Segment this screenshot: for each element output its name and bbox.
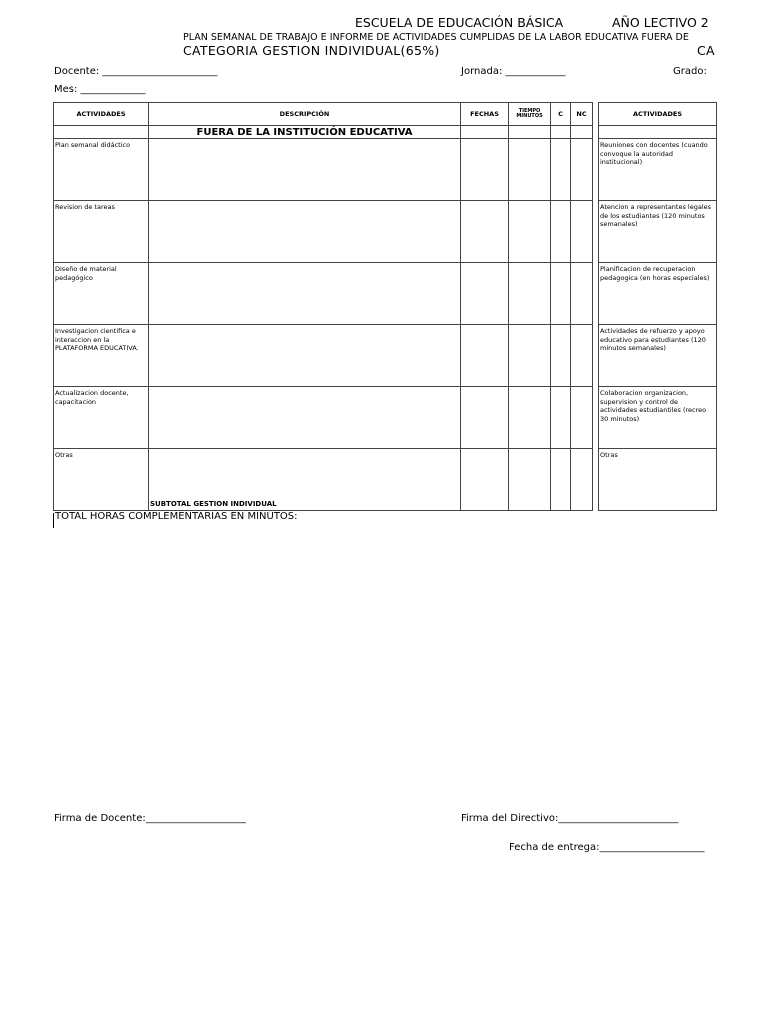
dates-cell[interactable]	[461, 201, 509, 263]
school-year: AÑO LECTIVO 2	[612, 15, 709, 30]
blank-cell	[571, 126, 593, 139]
activity-label: Otras	[54, 449, 149, 511]
table-row	[54, 387, 593, 449]
table-row	[54, 263, 593, 325]
dates-cell[interactable]	[461, 387, 509, 449]
text-cursor	[53, 513, 54, 528]
activity-label: Atencion a representantes legales de los estudiantes (120 minutos semanales)	[599, 201, 717, 263]
dates-cell[interactable]	[461, 325, 509, 387]
activity-label: Otras	[599, 449, 717, 511]
activity-label: Colaboracion organizacion, supervision y control de actividades estudiantiles (recreo 30 minutos)	[599, 387, 717, 449]
table-row	[599, 449, 717, 511]
time-cell[interactable]	[509, 325, 551, 387]
nc-cell[interactable]	[571, 139, 593, 201]
activity-label: Reuniones con docentes (cuando convoque la autoridad institucional)	[599, 139, 717, 201]
c-cell[interactable]	[551, 201, 571, 263]
col-actividades: ACTIVIDADES	[54, 103, 149, 126]
blank-cell	[509, 126, 551, 139]
c-cell[interactable]	[551, 449, 571, 511]
nc-cell[interactable]	[571, 201, 593, 263]
docente-field[interactable]: Docente: _______________________	[54, 66, 218, 77]
category-title-right: CA	[697, 43, 715, 58]
category-title: CATEGORIA GESTION INDIVIDUAL(65%)	[183, 43, 440, 58]
time-cell[interactable]	[509, 387, 551, 449]
table-row	[54, 449, 593, 511]
activity-label: Actividades de refuerzo y apoyo educativo para estudiantes (120 minutos semanales)	[599, 325, 717, 387]
table-row	[599, 201, 717, 263]
table-header-row	[599, 103, 717, 126]
c-cell[interactable]	[551, 263, 571, 325]
activities-table	[53, 102, 593, 511]
nc-cell[interactable]	[571, 387, 593, 449]
blank-cell	[461, 126, 509, 139]
col-tiempo	[509, 103, 551, 126]
blank-cell	[551, 126, 571, 139]
dates-cell[interactable]	[461, 139, 509, 201]
total-label: TOTAL HORAS COMPLEMENTARIAS EN MINUTOS:	[55, 511, 298, 522]
activity-label: Plan semanal didáctico	[54, 139, 149, 201]
description-cell[interactable]	[149, 139, 461, 201]
blank-cell	[599, 126, 717, 139]
subtotal-label: SUBTOTAL GESTION INDIVIDUAL	[150, 500, 277, 508]
grado-field[interactable]: Grado:	[673, 66, 707, 77]
docente-signature[interactable]: Firma de Docente:____________________	[54, 813, 246, 824]
dates-cell[interactable]	[461, 449, 509, 511]
col-actividades: ACTIVIDADES	[599, 103, 717, 126]
delivery-date[interactable]: Fecha de entrega:_____________________	[509, 842, 705, 853]
nc-cell[interactable]	[571, 449, 593, 511]
c-cell[interactable]	[551, 139, 571, 201]
c-cell[interactable]	[551, 387, 571, 449]
table-row	[54, 201, 593, 263]
col-c: C	[551, 103, 571, 126]
table-row	[54, 325, 593, 387]
time-cell[interactable]	[509, 449, 551, 511]
directivo-signature[interactable]: Firma del Directivo:________________________	[461, 813, 679, 824]
activities-table-right	[598, 102, 717, 511]
time-cell[interactable]	[509, 201, 551, 263]
col-tiempo-label: TIEMPO	[518, 108, 541, 114]
description-cell[interactable]	[149, 387, 461, 449]
activity-label: Planificacion de recuperacion pedagogica (en horas especiales)	[599, 263, 717, 325]
col-nc: NC	[571, 103, 593, 126]
description-cell[interactable]	[149, 201, 461, 263]
table-row	[599, 263, 717, 325]
col-descripcion: DESCRIPCIÓN	[149, 103, 461, 126]
description-cell[interactable]	[149, 325, 461, 387]
plan-title: PLAN SEMANAL DE TRABAJO E INFORME DE ACTIVIDADES CUMPLIDAS DE LA LABOR EDUCATIVA FUERA DE	[183, 32, 689, 43]
jornada-field[interactable]: Jornada: ____________	[461, 66, 566, 77]
col-fechas: FECHAS	[461, 103, 509, 126]
table-row	[599, 387, 717, 449]
col-minutos-label: MINUTOS	[516, 113, 543, 119]
table-header-row	[54, 103, 593, 126]
table-row	[599, 139, 717, 201]
section-title: FUERA DE LA INSTITUCIÓN EDUCATIVA	[149, 126, 461, 139]
dates-cell[interactable]	[461, 263, 509, 325]
table-row	[54, 139, 593, 201]
activity-label: Diseño de material pedagógico	[54, 263, 149, 325]
c-cell[interactable]	[551, 325, 571, 387]
time-cell[interactable]	[509, 263, 551, 325]
section-row	[599, 126, 717, 139]
nc-cell[interactable]	[571, 325, 593, 387]
mes-field[interactable]: Mes: _____________	[54, 84, 146, 95]
blank-cell	[54, 126, 149, 139]
school-name: ESCUELA DE EDUCACIÓN BÁSICA	[355, 15, 564, 30]
nc-cell[interactable]	[571, 263, 593, 325]
activity-label: Revision de tareas	[54, 201, 149, 263]
table-row	[599, 325, 717, 387]
activity-label: Investigacion cientifica e interaccion en la PLATAFORMA EDUCATIVA.	[54, 325, 149, 387]
activity-label: Actualizacion docente, capacitacion	[54, 387, 149, 449]
time-cell[interactable]	[509, 139, 551, 201]
section-row	[54, 126, 593, 139]
description-cell[interactable]	[149, 263, 461, 325]
